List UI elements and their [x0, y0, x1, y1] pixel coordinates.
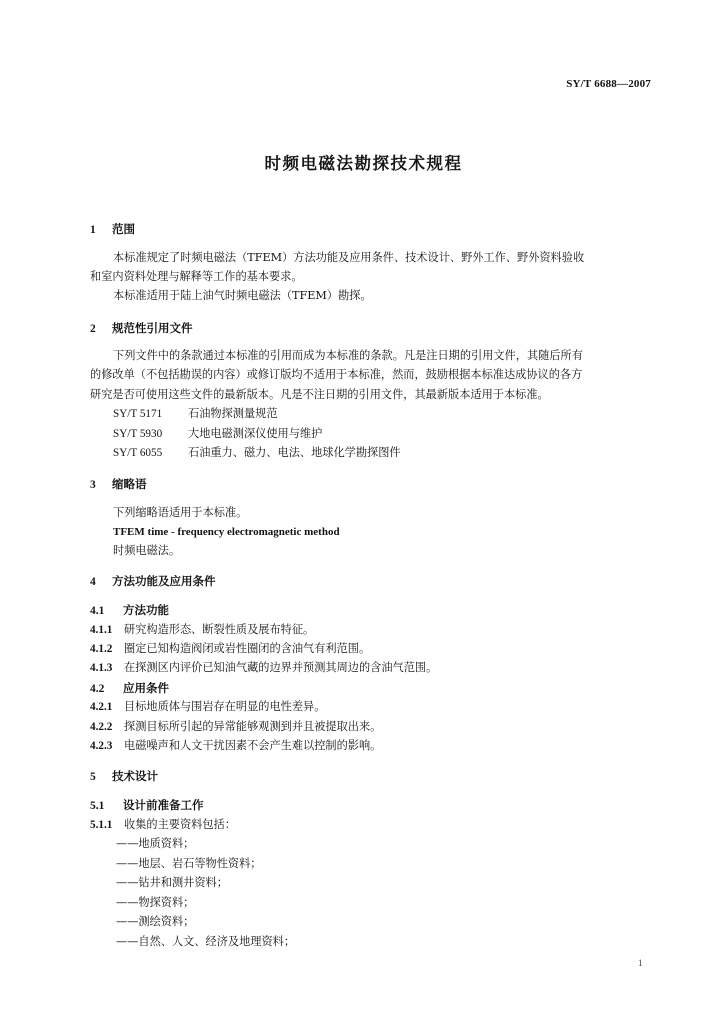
clause-item: [90, 738, 381, 754]
reference-code: SY/T 5930: [113, 428, 163, 440]
paragraph-line: 本标准规定了时频电磁法（TFEM）方法功能及应用条件、技术设计、野外工作、野外资料验收: [113, 251, 585, 264]
list-item: ——测绘资料；: [116, 915, 195, 928]
clause-text: 收集的主要资料包括：: [124, 818, 236, 831]
section-number: 1: [90, 224, 96, 236]
document-title: 时频电磁法勘探技术规程: [264, 154, 463, 173]
page-number: 1: [638, 958, 643, 968]
section-number: 2: [90, 323, 96, 335]
subsection-number: 5.1: [90, 800, 105, 812]
clause-item: [90, 641, 370, 657]
subsection-5-1-heading: [90, 797, 204, 814]
clause-text: 圈定已知构造阀闭或岩性圈闭的含油气有利范围。: [124, 642, 371, 655]
list-item: ——物探资料；: [116, 896, 195, 909]
section-number: 5: [90, 771, 96, 783]
reference-item: [113, 406, 278, 422]
list-item: ——地层、岩石等物性资料；: [116, 857, 262, 870]
clause-text: 研究构造形态、断裂性质及展布特征。: [124, 623, 315, 636]
abbreviation-entry: TFEM time - frequency electromagnetic method: [113, 526, 340, 538]
clause-number: 4.2.2: [90, 721, 113, 733]
reference-item: [113, 426, 322, 442]
clause-text: 在探测区内评价已知油气藏的边界并预测其周边的含油气范围。: [124, 661, 438, 674]
paragraph-line: 研究是否可使用这些文件的最新版本。凡是不注日期的引用文件，其最新版本适用于本标准。: [90, 388, 549, 401]
paragraph-line: 下列缩略语适用于本标准。: [113, 506, 248, 519]
section-number: 4: [90, 576, 96, 588]
clause-item: [90, 660, 437, 676]
clause-item: [90, 622, 314, 638]
paragraph-line: 下列文件中的条款通过本标准的引用而成为本标准的条款。凡是注日期的引用文件，其随后所有: [113, 349, 583, 362]
reference-code: SY/T 5171: [113, 408, 163, 420]
reference-name: 石油物探测量规范: [188, 407, 278, 420]
reference-item: [113, 445, 401, 461]
section-3-heading: [90, 476, 147, 493]
subsection-number: 4.1: [90, 605, 105, 617]
clause-item: [90, 817, 236, 833]
section-1-heading: [90, 221, 135, 238]
abbreviation-meaning: 时频电磁法。: [113, 544, 181, 557]
section-2-heading: [90, 320, 193, 337]
reference-name: 石油重力、磁力、电法、地球化学勘探图件: [188, 446, 401, 459]
clause-number: 4.1.3: [90, 662, 113, 674]
clause-text: 目标地质体与围岩存在明显的电性差异。: [124, 700, 326, 713]
clause-number: 4.1.2: [90, 643, 113, 655]
clause-number: 4.2.1: [90, 701, 113, 713]
clause-item: [90, 719, 381, 735]
section-title: 技术设计: [112, 769, 158, 783]
list-item: ——钻井和测井资料；: [116, 876, 228, 889]
list-item: ——地质资料；: [116, 837, 195, 850]
clause-number: 4.1.1: [90, 624, 113, 636]
section-title: 规范性引用文件: [112, 321, 193, 335]
subsection-4-2-heading: [90, 680, 169, 697]
paragraph-line: 本标准适用于陆上油气时频电磁法（TFEM）勘探。: [113, 289, 372, 302]
subsection-title: 应用条件: [123, 681, 169, 695]
clause-text: 探测目标所引起的异常能够观测到并且被提取出来。: [124, 720, 382, 733]
section-5-heading: [90, 768, 158, 785]
clause-number: 5.1.1: [90, 819, 113, 831]
section-title: 缩略语: [112, 477, 147, 491]
reference-name: 大地电磁测深仪使用与维护: [188, 427, 323, 440]
clause-item: [90, 699, 325, 715]
clause-text: 电磁噪声和人文干扰因素不会产生难以控制的影响。: [124, 739, 382, 752]
section-4-heading: [90, 573, 216, 590]
paragraph-line: 的修改单（不包括勘误的内容）或修订版均不适用于本标准，然而，鼓励根据本标准达成协议的各方: [90, 368, 583, 381]
section-title: 方法功能及应用条件: [112, 574, 216, 588]
paragraph-line: 和室内资料处理与解释等工作的基本要求。: [90, 270, 303, 283]
subsection-title: 方法功能: [123, 603, 169, 617]
subsection-number: 4.2: [90, 683, 105, 695]
subsection-4-1-heading: [90, 602, 169, 619]
clause-number: 4.2.3: [90, 740, 113, 752]
section-number: 3: [90, 479, 96, 491]
standard-code: SY/T 6688—2007: [566, 78, 651, 90]
reference-code: SY/T 6055: [113, 447, 163, 459]
list-item: ——自然、人文、经济及地理资料；: [116, 935, 296, 948]
section-title: 范围: [112, 222, 135, 236]
subsection-title: 设计前准备工作: [123, 798, 204, 812]
